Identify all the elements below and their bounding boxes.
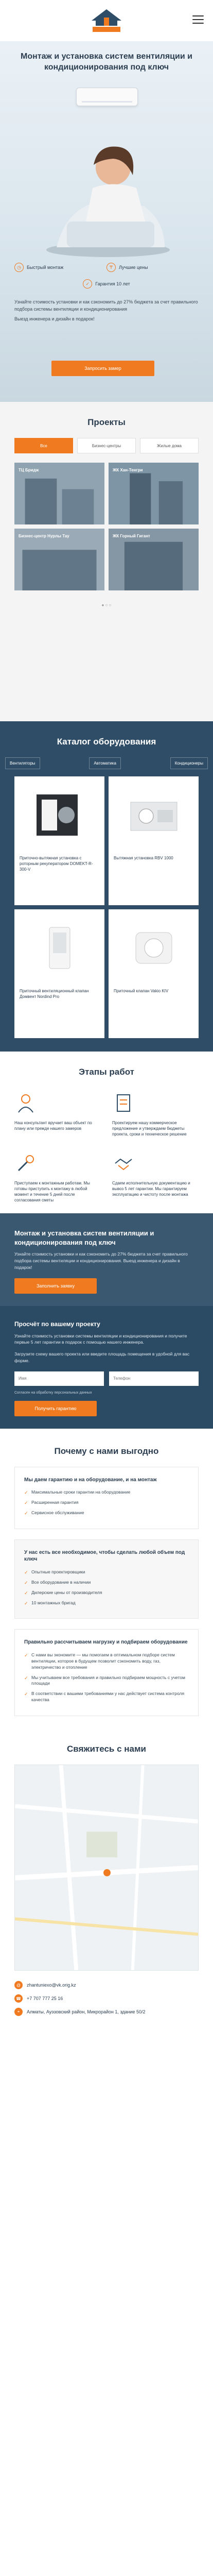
projects-title: Проекты bbox=[87, 417, 126, 427]
hero-section bbox=[0, 41, 213, 402]
catalog-tabs bbox=[0, 747, 213, 769]
calc-title: Просчёт по вашему проекту bbox=[14, 1320, 100, 1328]
cta-text: Узнайте стоимость установки и как сэкономить до 27% бюджета за счет правильного подбора системы вентиляции и кондиционирования. Выезд инженера и дизайн в подарок! bbox=[14, 1251, 188, 1270]
why-section bbox=[0, 1429, 213, 1726]
stage-item: Приступаем к монтажным работам. Мы готовы приступить к монтажу в любой момент и течение 5 дней после согласования сметы bbox=[14, 1152, 101, 1204]
mail-icon: @ bbox=[14, 1981, 23, 1989]
get-warranty-button[interactable]: Получить гарантию bbox=[14, 1401, 97, 1416]
stage-item: Проектируем нашу коммерческое предложение и утверждаем бюджеты проекта, сроки и техническое решение bbox=[112, 1092, 199, 1138]
why-card: У нас есть все необходимое, чтобы сделать любой объем под ключ ✓ Опытные проектировщики ✓ Все оборудование в наличии ✓ Дилерские цены от производителя ✓ 10 монтажных бригад bbox=[14, 1539, 199, 1619]
map[interactable] bbox=[14, 1765, 199, 1971]
price-icon: ₸ bbox=[106, 263, 116, 272]
contact-list bbox=[0, 1971, 213, 2031]
tab-all[interactable]: Все bbox=[14, 438, 73, 453]
handshake-icon bbox=[112, 1152, 135, 1175]
projects-section bbox=[0, 402, 213, 721]
catalog-section bbox=[0, 721, 213, 1052]
catalog-item[interactable]: Приточный вентиляционный клапан Домвент Nordind Pro bbox=[14, 909, 104, 1038]
unit-image bbox=[31, 922, 88, 974]
request-measure-button[interactable]: Запросить замер bbox=[51, 361, 154, 376]
map-image bbox=[15, 1765, 198, 1970]
unit-image bbox=[126, 922, 182, 974]
stage-item: Наш консультант вручает ваш объект по плану или прежде нашего замеров bbox=[14, 1092, 101, 1138]
phone-icon: ☎ bbox=[14, 1994, 23, 2003]
tab-business[interactable]: Бизнес-центры bbox=[77, 438, 136, 453]
hero-woman-image bbox=[36, 118, 180, 258]
project-card[interactable]: ЖК Хан-Тенгри bbox=[109, 463, 199, 524]
clock-icon: ◷ bbox=[14, 263, 24, 272]
stages-title: Этапы работ bbox=[78, 1067, 134, 1077]
project-card[interactable]: Бизнес-центр Нурлы Тау bbox=[14, 529, 104, 590]
tab-fans[interactable]: Вентиляторы bbox=[5, 757, 40, 769]
contacts-section bbox=[0, 1726, 213, 1971]
contacts-title: Свяжитесь с нами bbox=[66, 1744, 147, 1754]
cta-section bbox=[0, 1213, 213, 1306]
consultant-icon bbox=[14, 1092, 37, 1114]
company-logo[interactable] bbox=[88, 7, 125, 34]
catalog-item[interactable]: Вытяжная установка RBV 1000 bbox=[109, 776, 199, 905]
phone-input[interactable] bbox=[109, 1371, 199, 1386]
privacy-consent[interactable]: Согласен на обработку персональных данных bbox=[14, 1391, 92, 1395]
calc-text-2: Загрузите схему вашего проекта или введите площадь помещения в удобной для вас форме. bbox=[14, 1351, 190, 1363]
header bbox=[0, 0, 213, 41]
catalog-title: Каталог оборудования bbox=[57, 737, 156, 747]
catalog-grid bbox=[0, 769, 213, 1038]
unit-image bbox=[126, 789, 182, 841]
project-card[interactable]: ЖК Горный Гигант bbox=[109, 529, 199, 590]
projects-tabs bbox=[0, 428, 213, 453]
hero-features bbox=[14, 263, 199, 289]
contact-phone[interactable]: ☎ +7 707 777 25 16 bbox=[14, 1994, 199, 2003]
calc-section bbox=[0, 1306, 213, 1429]
air-conditioner-image bbox=[76, 88, 138, 106]
project-card[interactable]: ТЦ Бридж bbox=[14, 463, 104, 524]
cta-title: Монтаж и установка систем вентиляции и кондиционирования под ключ bbox=[14, 1229, 154, 1246]
name-input[interactable] bbox=[14, 1371, 104, 1386]
why-card: Правильно рассчитываем нагрузку и подбираем оборудование ✓ С нами вы экономите — мы помогаем в оптимальном подборе систем вентиляции, которое в будущем позволит сэкономить воду, газ, электричество и отопление ✓ Мы учитываем все требования и правильно подбираем мощность с учетом площади ✓ В соответствии с вашими требованиями у нас действует система контроля качества bbox=[14, 1629, 199, 1716]
document-icon bbox=[112, 1092, 135, 1114]
tab-conditioners[interactable]: Кондиционеры bbox=[170, 757, 208, 769]
why-title: Почему с нами выгодно bbox=[54, 1446, 159, 1456]
projects-pagination[interactable]: ● ○ ○ bbox=[101, 603, 112, 607]
feature-best-price: ₸ Лучшие цены bbox=[106, 263, 199, 272]
catalog-item[interactable]: Приточный клапан Vakio KIV bbox=[109, 909, 199, 1038]
menu-icon[interactable] bbox=[192, 15, 204, 24]
why-card: Мы даем гарантию и на оборудование, и на монтаж ✓ Максимальные сроки гарантии на оборудование ✓ Расширенная гарантия ✓ Сервисное обслуживание bbox=[14, 1467, 199, 1529]
hero-description: Узнайте стоимость установки и как сэкономить до 27% бюджета за счет правильного подбора системы вентиляции и кондиционирования Выезд инженера и дизайн в подарок! bbox=[14, 299, 198, 321]
contact-email[interactable]: @ zhantuniexo@vk.orig.kz bbox=[14, 1981, 199, 1989]
fill-request-button[interactable]: Заполнить заявку bbox=[14, 1278, 97, 1294]
unit-image bbox=[31, 789, 88, 841]
tools-icon bbox=[14, 1152, 37, 1175]
calc-text-1: Узнайте стоимость установки системы вентиляции и кондиционирования и получите первые 5 лет гарантии в подарок с помощью нашего инженера. bbox=[14, 1333, 187, 1345]
contact-address: ⌖ Алматы, Ауэзовский район, Микрорайон 1, здание 50/2 bbox=[14, 2008, 199, 2016]
hero-title: Монтаж и установка систем вентиляции и кондиционирования под ключ bbox=[21, 52, 192, 72]
catalog-item[interactable]: Приточно-вытяжная установка с роторным рекуператором DOMEKT-R-300-V bbox=[14, 776, 104, 905]
stage-item: Сдаем исполнительную документацию и вывоз 5 лет гарантии. Мы гарантируем эксплуатацию и чистоту после монтажа bbox=[112, 1152, 199, 1204]
shield-icon: ✓ bbox=[83, 279, 92, 289]
tab-automation[interactable]: Автоматика bbox=[89, 757, 120, 769]
feature-fast-install: ◷ Быстрый монтаж bbox=[14, 263, 106, 272]
feature-warranty: ✓ Гарантия 10 лет bbox=[14, 279, 199, 289]
location-icon: ⌖ bbox=[14, 2008, 23, 2016]
projects-grid bbox=[0, 453, 213, 590]
stages-section bbox=[0, 1052, 213, 1213]
tab-residential[interactable]: Жилые дома bbox=[140, 438, 199, 453]
